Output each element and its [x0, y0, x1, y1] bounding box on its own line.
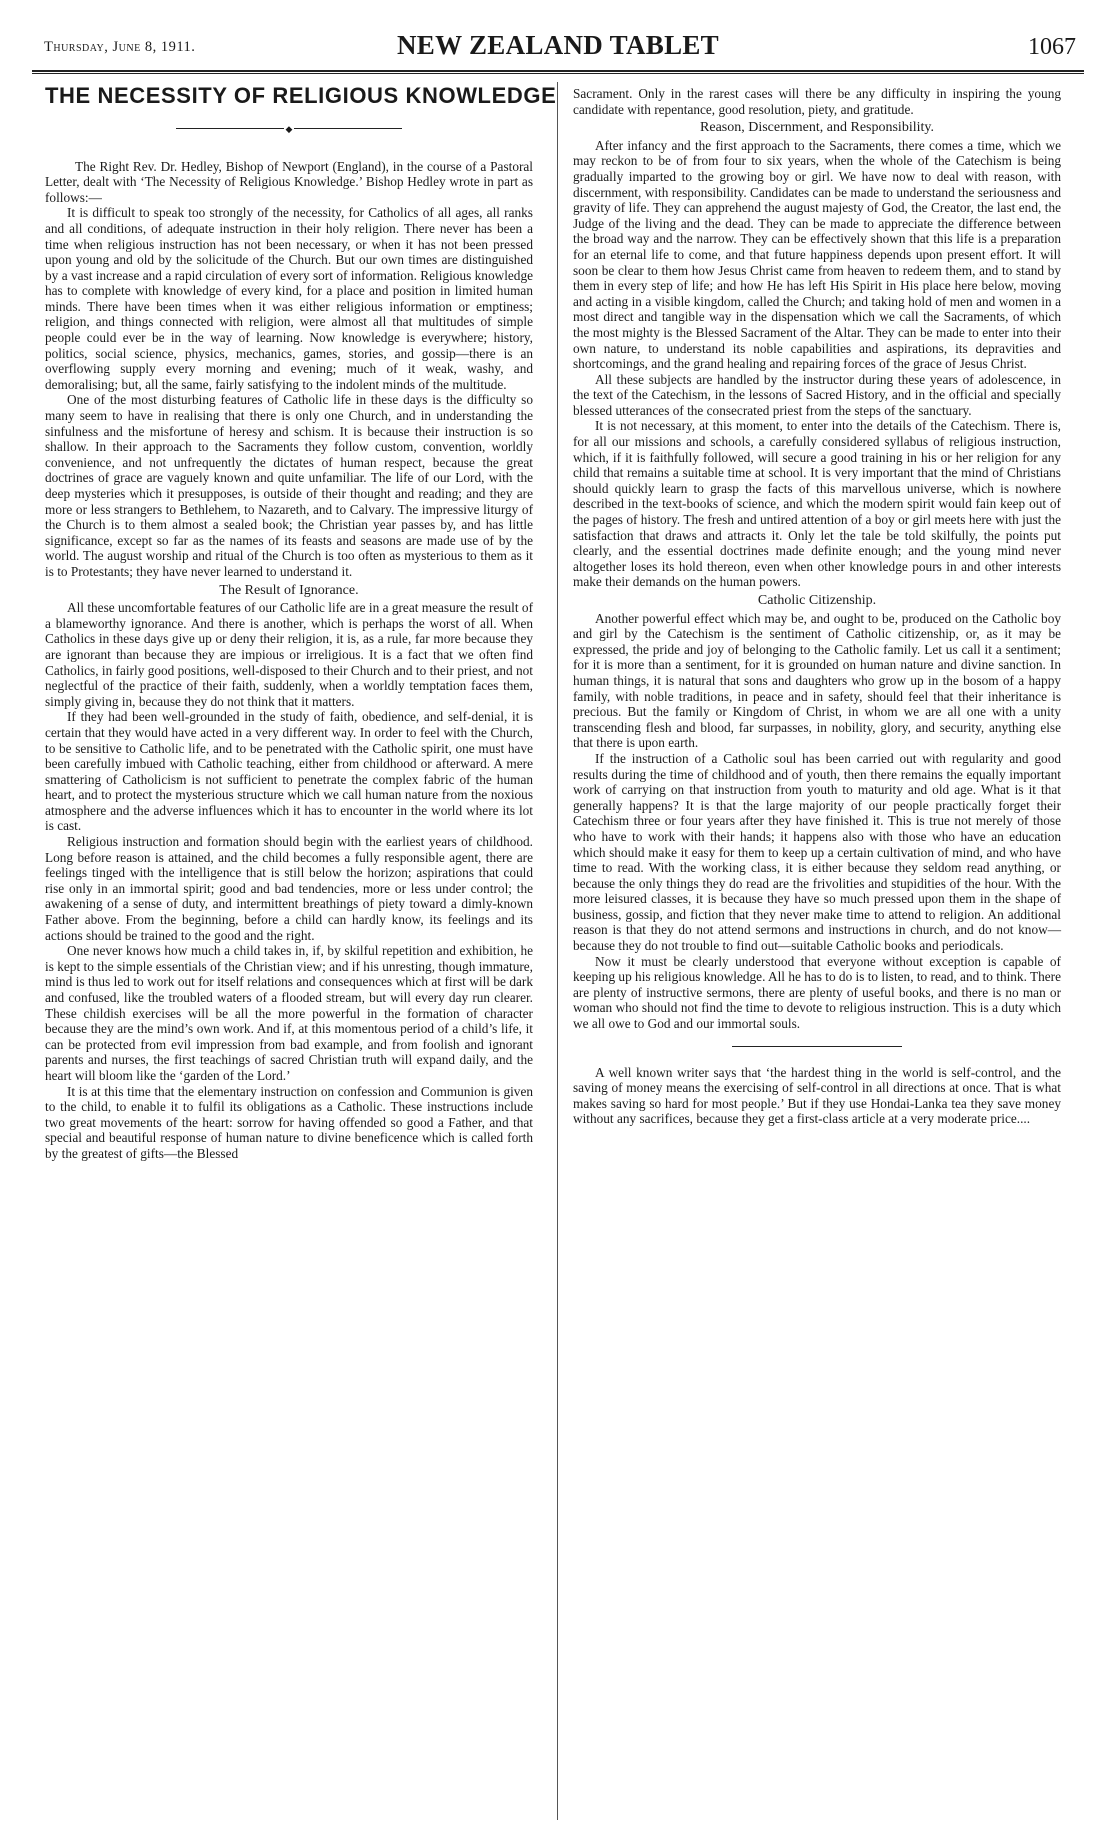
right-column	[573, 86, 1061, 1127]
paragraph: A well known writer says that ‘the hardest thing in the world is self-control, and the saving of money means the exercising of self-control in all directions at once. That is what makes saving so hard for most people.’ But if they use Hondai-Lanka tea they save money without any sacrifices, because they get a first-class article at a very moderate price....	[573, 1064, 1061, 1127]
title-ornament	[45, 124, 533, 133]
article-end-rule	[732, 1046, 902, 1047]
left-column	[45, 83, 557, 1162]
article-title: THE NECESSITY OF RELIGIOUS KNOWLEDGE	[45, 83, 557, 108]
page-header	[32, 26, 1084, 68]
paragraph: Sacrament. Only in the rarest cases will there be any difficulty in inspiring the young candidate with repentance, good resolution, piety, and gratitude.	[573, 86, 1061, 117]
paragraph: It is at this time that the elementary instruction on confession and Communion is given to the child, to enable it to fulfil its obligations as a Catholic. These instructions include two great movements of the heart: sorrow for having offended so good a Father, and that special and beautiful response of human nature to divine beneficence which is called forth by the greatest of gifts—the Blessed	[45, 1083, 533, 1161]
diamond-icon: ◆	[285, 123, 293, 134]
paragraph: If they had been well-grounded in the study of faith, obedience, and self-denial, it is certain that they would have acted in a very different way. In order to feel with the Church, to be sensitive to Catholic life, and to be penetrated with the Catholic spirit, one must have been carefully imbued with Catholic teaching, either from childhood or afterward. A mere smattering of Catholicism is not sufficient to penetrate the complex fabric of the human heart, and to protect the mysterious structure which we call human nature from the noxious atmosphere and the adverse influences which it has to encounter in the world where its lot is cast.	[45, 709, 533, 834]
paragraph: One never knows how much a child takes in, if, by skilful repetition and exhibition, he is kept to the simple essentials of the Christian view; and if his unresting, though immature, mind is thus led to work out for itself relations and consequences which at first will be dark and confused, like the troubled waters of a flooded stream, but will every day run clearer. These childish exercises will be all the more powerful in the formation of character because they are the mind’s own work. And if, at this momentous period of a child’s life, it can be protected from evil impression from bad example, and from foolish and ignorant parents and nurses, the first teachings of sacred Christian truth will expand daily, and the heart will bloom like the ‘garden of the Lord.’	[45, 943, 533, 1083]
section-heading: The Result of Ignorance.	[219, 582, 359, 598]
paragraph: It is difficult to speak too strongly of the necessity, for Catholics of all ages, all ranks and all conditions, of adequate instruction in their holy religion. There never has been a time when religious instruction has not been necessary, or when it has not been pressed upon young and old by the solicitude of the Church. But our own times are distinguished by a vast increase and a rapid circulation of every sort of information. Religious knowledge has to complete with knowledge of every kind, for a place and position in limited human minds. There have been times when it was either religious information or emptiness; religion, and things connected with religion, were almost all that multitudes of simple people could ever be in the way of learning. Now knowledge is everywhere; history, politics, social science, physics, mechanics, games, stories, and gossip—there is an overflowing supply every morning and evening; much of it weak, washy, and demoralising; but, all the same, fairly satisfying to the indolent minds of the multitude.	[45, 205, 533, 392]
paragraph: It is not necessary, at this moment, to enter into the details of the Catechism. There is, for all our missions and schools, a carefully considered syllabus of religious instruction, which, if it is faithfully followed, will secure a good training in his or her religion for any child that remains a suitable time at school. It is very important that the mind of Christians should quickly learn to grasp the facts of this marvellous universe, which is nowhere described in the text-books of science, and which the modern spirit would fain keep out of the pages of history. The fresh and untired attention of a boy or girl meets here with just the satisfaction that draws and attracts it. Only let the tale be told skilfully, the points put clearly, and the essential doctrines made definite enough; and the young mind never altogether loses its hold thereon, even when other knowledge pours in and other interests make their demands on the human powers.	[573, 418, 1061, 590]
paragraph: All these subjects are handled by the instructor during these years of adolescence, in the text of the Catechism, in the lessons of Sacred History, and in the official and specially blessed utterances of the consecrated priest from the steps of the sanctuary.	[573, 371, 1061, 418]
header-rule	[32, 70, 1084, 72]
paragraph: Another powerful effect which may be, and ought to be, produced on the Catholic boy and girl by the Catechism is the sentiment of Catholic citizenship, or, as it may be expressed, the pride and joy of belonging to the Catholic family. Let us call it a sentiment; for it is more than a sentiment, for it is grounded on human nature and divine sanction. In human things, it is natural that sons and daughters who grow up in the bosom of a happy family, with noble traditions, in peace and in safety, should feel that their inheritance is precious. But the family or Kingdom of Christ, in whom we are all one with a unity transcending flesh and blood, far surpasses, in nobility, glory, and security, anything else that there is upon earth.	[573, 610, 1061, 751]
section-heading: Catholic Citizenship.	[757, 593, 877, 608]
newspaper-title: NEW ZEALAND TABLET	[397, 30, 719, 60]
paragraph: The Right Rev. Dr. Hedley, Bishop of Newport (England), in the course of a Pastoral Letter, dealt with ‘The Necessity of Religious Knowledge.’ Bishop Hedley wrote in part as follows:—	[45, 158, 533, 205]
paragraph: If the instruction of a Catholic soul has been carried out with regularity and good results during the time of childhood and of youth, then there remains the equally important work of carrying on that instruction from youth to maturity and old age. What is it that generally happens? It is that the large majority of our people practically forget their Catechism three or four years after they have finished it. This is true not merely of those who have to work with their hands; it happens also with those who have an education which should make it easy for them to keep up a certain cultivation of mind, and who have time to read. With the working class, it is either because they seldom read anything, or because the only things they do read are the frivolities and stupidities of the hour. With the more leisured classes, it is because they have so much pressed upon them in the shape of business, gossip, and fiction that they never make time to attend to religion. An additional reason is that they do not attend sermons and instructions in church, and do not know—because they do not trouble to find out—suitable Catholic books and periodicals.	[573, 750, 1061, 954]
header-date: Thursday, June 8, 1911.	[44, 39, 196, 55]
paragraph: All these uncomfortable features of our Catholic life are in a great measure the result of a blameworthy ignorance. And there is another, which is perhaps the worst of all. When Catholics in these days give up or deny their religion, it is, as a rule, far more because they are ignorant than because they are impious or irreligious. It is a fact that we often find Catholics, in fairly good positions, well-disposed to their Church and to their priest, and not neglectful of the practice of their faith, suddenly, when a worldly temptation faces them, simply giving in, because they do not think that it matters.	[45, 600, 533, 709]
paragraph: After infancy and the first approach to the Sacraments, there comes a time, which we may reckon to be of from four to six years, when the whole of the Catechism is being gradually imparted to the growing boy or girl. We have now to deal with reason, with discernment, with responsibility. Candidates can be made to understand the seriousness and gravity of life. They can apprehend the august majesty of God, the Creator, the last end, the Judge of the living and the dead. They can be made to appreciate the difference between the broad way and the narrow. They can be effectively shown that this life is a preparation for an eternal life to come, and that future happiness depends upon present effort. It will soon be clear to them how Jesus Christ came from heaven to redeem them, and to stand by them in every step of life; and how He has left His Spirit in His place here below, moving and acting in a visible kingdom, called the Church; and taking hold of men and women in a most direct and tangible way in the dispensation which we call the Sacraments, of which the most mighty is the Blessed Sacrament of the Altar. They can be made to enter into their own nature, to understand its noble capabilities and aspirations, its depravities and shortcomings, and the grand healing and repairing forces of the grace of Jesus Christ.	[573, 137, 1061, 372]
paragraph: Now it must be clearly understood that everyone without exception is capable of keeping up his religious knowledge. All he has to do is to listen, to read, and to think. There are plenty of instructive sermons, there are plenty of useful books, and there is no man or woman who should not find the time to devote to religious instruction. This is a duty which we all owe to God and our immortal souls.	[573, 953, 1061, 1032]
header-rule-thin	[32, 73, 1084, 74]
column-divider	[557, 82, 558, 1820]
page-number: 1067	[1028, 34, 1076, 60]
paragraph: Religious instruction and formation should begin with the earliest years of childhood. Long before reason is attained, and the child becomes a fully responsible agent, there are feelings tinged with the intelligence that is still below the horizon; aspirations that could rise only in an immortal spirit; good and bad tendencies, more or less under control; the awakening of a sense of duty, and intermittent breathings of piety toward a dimly-known Father above. From the beginning, before a child can hardly know, its feelings and its actions should be trained to the good and the right.	[45, 834, 533, 943]
section-heading: Reason, Discernment, and Responsibility.	[700, 120, 934, 136]
paragraph: One of the most disturbing features of Catholic life in these days is the difficulty so many seem to have in realising that there is only one Church, and in understanding the sinfulness and the misfortune of heresy and schism. It is because their instruction is so shallow. In their approach to the Sacraments they follow custom, convention, worldly convenience, and not unfrequently the dictates of human respect, because the great doctrines of grace are vaguely known and quite unfamiliar. The life of our Lord, with the deep mysteries which it presupposes, is outside of their thought and reading; and they are more or less strangers to Bethlehem, to Nazareth, and to Calvary. The impressive liturgy of the Church is to them almost a sealed book; the Christian year passes by, and has little significance, except so far as the names of its feasts and seasons are made use of by the world. The august worship and ritual of the Church is too often as mysterious to them as it is to Protestants; they have never learned to understand it.	[45, 392, 533, 579]
